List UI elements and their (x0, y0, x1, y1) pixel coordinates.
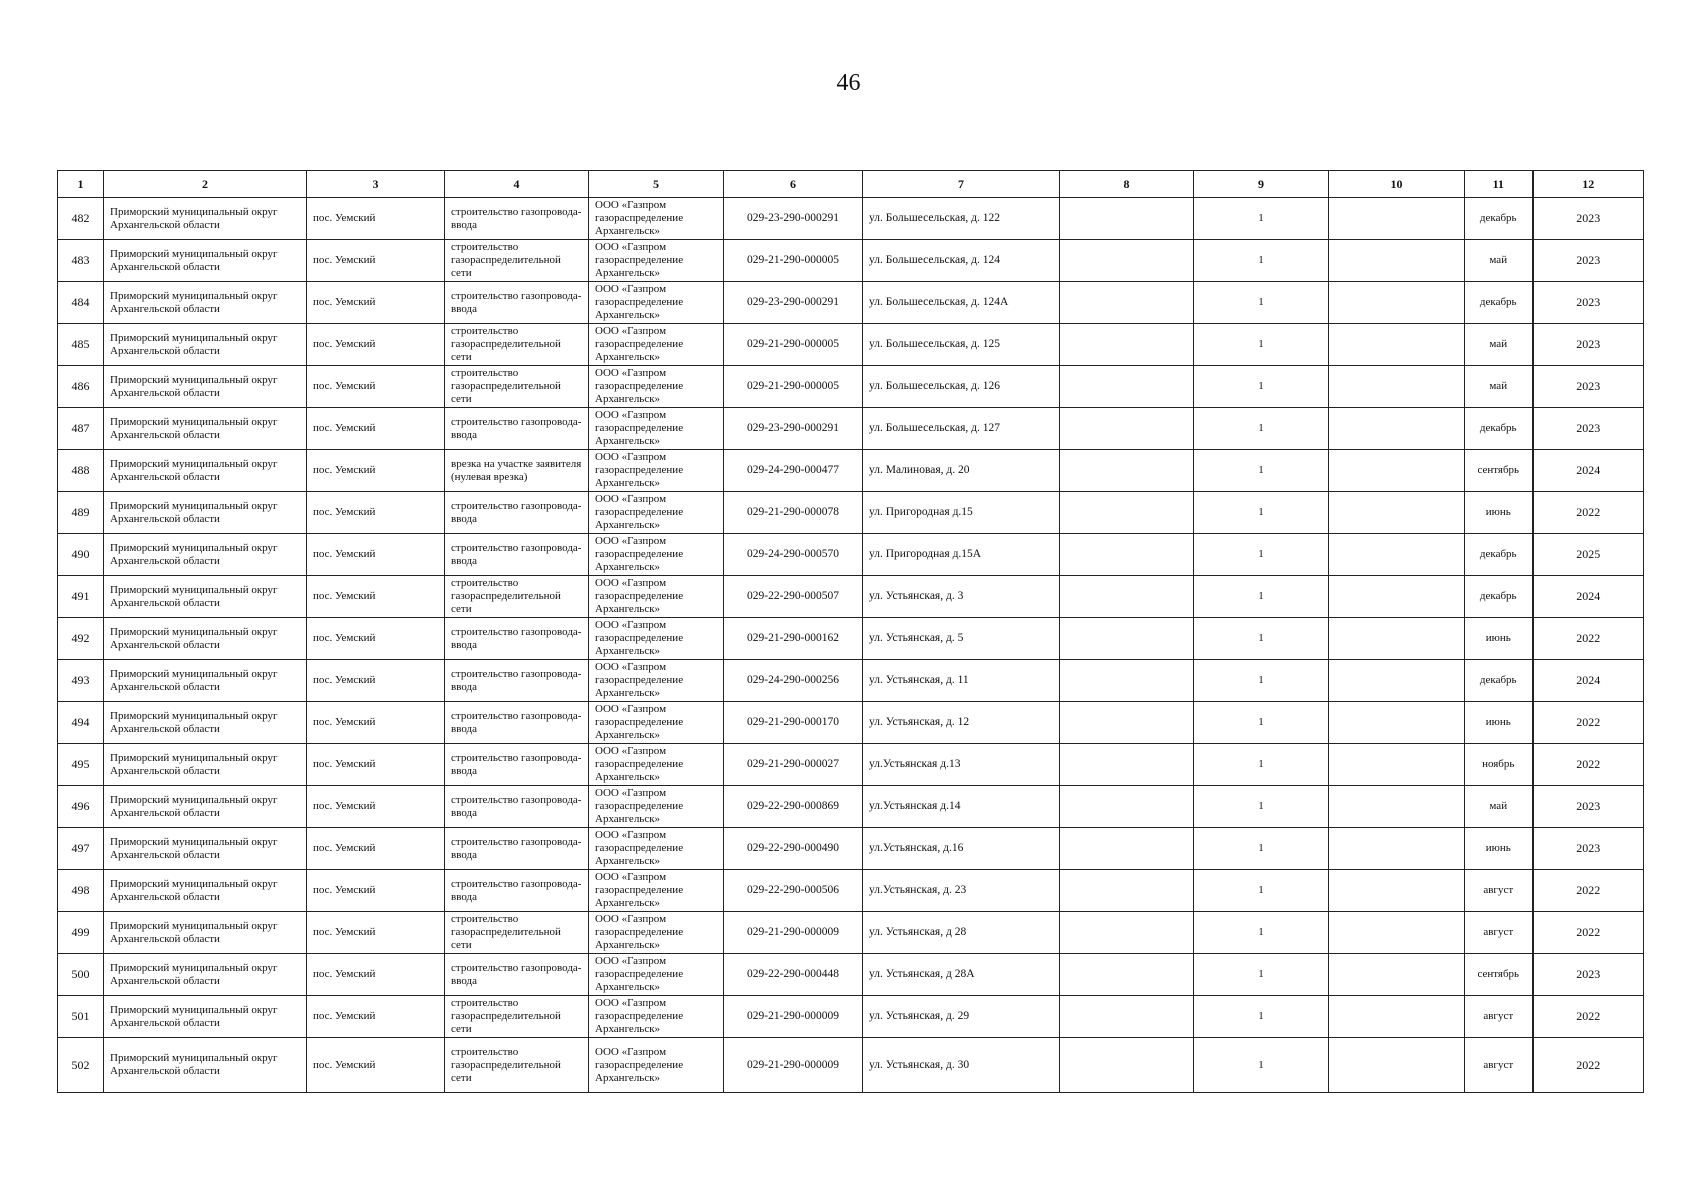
year-cell: 2023 (1533, 324, 1644, 366)
quantity-cell: 1 (1194, 660, 1329, 702)
application-code-cell: 029-21-290-000170 (724, 702, 863, 744)
year-cell: 2023 (1533, 282, 1644, 324)
work-type-cell: строительство газопровода-ввода (445, 408, 589, 450)
year-cell: 2023 (1533, 366, 1644, 408)
organization-cell: ООО «Газпром газораспределение Архангельск» (589, 492, 724, 534)
row-number: 490 (58, 534, 104, 576)
table-row (58, 1038, 1644, 1093)
district-cell: Приморский муниципальный округ Архангельской области (104, 366, 307, 408)
empty-cell-8 (1060, 324, 1194, 366)
quantity-cell: 1 (1194, 828, 1329, 870)
month-cell: ноябрь (1465, 744, 1533, 786)
year-cell: 2025 (1533, 534, 1644, 576)
address-cell: ул.Устьянская д.13 (863, 744, 1060, 786)
work-type-cell: строительство газораспределительной сети (445, 576, 589, 618)
year-cell: 2022 (1533, 870, 1644, 912)
settlement-cell: пос. Уемский (307, 660, 445, 702)
application-code-cell: 029-22-290-000869 (724, 786, 863, 828)
year-cell: 2023 (1533, 828, 1644, 870)
settlement-cell: пос. Уемский (307, 618, 445, 660)
work-type-cell: строительство газопровода-ввода (445, 282, 589, 324)
application-code-cell: 029-23-290-000291 (724, 282, 863, 324)
district-cell: Приморский муниципальный округ Архангельской области (104, 618, 307, 660)
header-row (58, 171, 1644, 198)
table-row (58, 534, 1644, 576)
application-code-cell: 029-23-290-000291 (724, 198, 863, 240)
empty-cell-8 (1060, 660, 1194, 702)
work-type-cell: строительство газопровода-ввода (445, 534, 589, 576)
quantity-cell: 1 (1194, 240, 1329, 282)
address-cell: ул. Большесельская, д. 126 (863, 366, 1060, 408)
application-code-cell: 029-21-290-000162 (724, 618, 863, 660)
organization-cell: ООО «Газпром газораспределение Архангельск» (589, 198, 724, 240)
empty-cell-10 (1329, 450, 1465, 492)
work-type-cell: строительство газораспределительной сети (445, 366, 589, 408)
row-number: 496 (58, 786, 104, 828)
application-code-cell: 029-23-290-000291 (724, 408, 863, 450)
district-cell: Приморский муниципальный округ Архангельской области (104, 786, 307, 828)
col-header-10: 10 (1329, 171, 1465, 198)
row-number: 499 (58, 912, 104, 954)
address-cell: ул. Малиновая, д. 20 (863, 450, 1060, 492)
organization-cell: ООО «Газпром газораспределение Архангельск» (589, 576, 724, 618)
month-cell: июнь (1465, 702, 1533, 744)
month-cell: июнь (1465, 828, 1533, 870)
district-cell: Приморский муниципальный округ Архангельской области (104, 324, 307, 366)
quantity-cell: 1 (1194, 534, 1329, 576)
application-code-cell: 029-21-290-000009 (724, 1038, 863, 1093)
table-row (58, 954, 1644, 996)
table-row (58, 744, 1644, 786)
table-row (58, 408, 1644, 450)
settlement-cell: пос. Уемский (307, 996, 445, 1038)
table-row (58, 492, 1644, 534)
empty-cell-8 (1060, 1038, 1194, 1093)
settlement-cell: пос. Уемский (307, 702, 445, 744)
table-row (58, 786, 1644, 828)
work-type-cell: строительство газораспределительной сети (445, 1038, 589, 1093)
organization-cell: ООО «Газпром газораспределение Архангельск» (589, 912, 724, 954)
empty-cell-10 (1329, 1038, 1465, 1093)
organization-cell: ООО «Газпром газораспределение Архангельск» (589, 282, 724, 324)
col-header-7: 7 (863, 171, 1060, 198)
year-cell: 2024 (1533, 660, 1644, 702)
quantity-cell: 1 (1194, 492, 1329, 534)
organization-cell: ООО «Газпром газораспределение Архангельск» (589, 366, 724, 408)
month-cell: май (1465, 240, 1533, 282)
work-type-cell: строительство газораспределительной сети (445, 240, 589, 282)
settlement-cell: пос. Уемский (307, 744, 445, 786)
work-type-cell: строительство газопровода-ввода (445, 618, 589, 660)
empty-cell-8 (1060, 618, 1194, 660)
application-code-cell: 029-21-290-000078 (724, 492, 863, 534)
empty-cell-10 (1329, 786, 1465, 828)
month-cell: декабрь (1465, 198, 1533, 240)
year-cell: 2024 (1533, 576, 1644, 618)
application-code-cell: 029-22-290-000448 (724, 954, 863, 996)
empty-cell-8 (1060, 954, 1194, 996)
empty-cell-8 (1060, 996, 1194, 1038)
organization-cell: ООО «Газпром газораспределение Архангельск» (589, 786, 724, 828)
organization-cell: ООО «Газпром газораспределение Архангельск» (589, 828, 724, 870)
empty-cell-10 (1329, 576, 1465, 618)
organization-cell: ООО «Газпром газораспределение Архангельск» (589, 660, 724, 702)
work-type-cell: строительство газопровода-ввода (445, 492, 589, 534)
application-code-cell: 029-21-290-000005 (724, 366, 863, 408)
address-cell: ул. Устьянская, д. 12 (863, 702, 1060, 744)
row-number: 492 (58, 618, 104, 660)
table-row (58, 828, 1644, 870)
district-cell: Приморский муниципальный округ Архангельской области (104, 282, 307, 324)
work-type-cell: строительство газопровода-ввода (445, 198, 589, 240)
table-row (58, 576, 1644, 618)
month-cell: декабрь (1465, 282, 1533, 324)
settlement-cell: пос. Уемский (307, 408, 445, 450)
empty-cell-10 (1329, 324, 1465, 366)
application-code-cell: 029-24-290-000570 (724, 534, 863, 576)
address-cell: ул. Пригородная д.15А (863, 534, 1060, 576)
settlement-cell: пос. Уемский (307, 912, 445, 954)
address-cell: ул. Большесельская, д. 127 (863, 408, 1060, 450)
empty-cell-8 (1060, 702, 1194, 744)
year-cell: 2023 (1533, 240, 1644, 282)
table-row (58, 702, 1644, 744)
quantity-cell: 1 (1194, 450, 1329, 492)
application-code-cell: 029-24-290-000256 (724, 660, 863, 702)
year-cell: 2022 (1533, 492, 1644, 534)
row-number: 486 (58, 366, 104, 408)
year-cell: 2023 (1533, 408, 1644, 450)
empty-cell-8 (1060, 366, 1194, 408)
address-cell: ул. Устьянская, д 28А (863, 954, 1060, 996)
address-cell: ул. Большесельская, д. 125 (863, 324, 1060, 366)
table-row (58, 912, 1644, 954)
settlement-cell: пос. Уемский (307, 198, 445, 240)
organization-cell: ООО «Газпром газораспределение Архангельск» (589, 744, 724, 786)
district-cell: Приморский муниципальный округ Архангельской области (104, 954, 307, 996)
page-number: 46 (836, 70, 861, 96)
empty-cell-10 (1329, 870, 1465, 912)
address-cell: ул. Большесельская, д. 124А (863, 282, 1060, 324)
work-type-cell: строительство газопровода-ввода (445, 702, 589, 744)
month-cell: август (1465, 870, 1533, 912)
year-cell: 2022 (1533, 996, 1644, 1038)
month-cell: август (1465, 912, 1533, 954)
settlement-cell: пос. Уемский (307, 786, 445, 828)
row-number: 491 (58, 576, 104, 618)
month-cell: май (1465, 324, 1533, 366)
empty-cell-8 (1060, 198, 1194, 240)
empty-cell-10 (1329, 366, 1465, 408)
row-number: 483 (58, 240, 104, 282)
settlement-cell: пос. Уемский (307, 576, 445, 618)
year-cell: 2023 (1533, 954, 1644, 996)
application-code-cell: 029-21-290-000005 (724, 240, 863, 282)
row-number: 498 (58, 870, 104, 912)
settlement-cell: пос. Уемский (307, 282, 445, 324)
application-code-cell: 029-22-290-000506 (724, 870, 863, 912)
table-row (58, 618, 1644, 660)
empty-cell-10 (1329, 996, 1465, 1038)
work-type-cell: строительство газораспределительной сети (445, 912, 589, 954)
empty-cell-8 (1060, 576, 1194, 618)
application-code-cell: 029-21-290-000009 (724, 912, 863, 954)
quantity-cell: 1 (1194, 912, 1329, 954)
empty-cell-10 (1329, 660, 1465, 702)
address-cell: ул. Устьянская, д. 3 (863, 576, 1060, 618)
quantity-cell: 1 (1194, 1038, 1329, 1093)
row-number: 494 (58, 702, 104, 744)
month-cell: май (1465, 366, 1533, 408)
row-number: 485 (58, 324, 104, 366)
empty-cell-10 (1329, 744, 1465, 786)
application-code-cell: 029-21-290-000005 (724, 324, 863, 366)
row-number: 489 (58, 492, 104, 534)
organization-cell: ООО «Газпром газораспределение Архангельск» (589, 408, 724, 450)
district-cell: Приморский муниципальный округ Архангельской области (104, 996, 307, 1038)
empty-cell-10 (1329, 492, 1465, 534)
organization-cell: ООО «Газпром газораспределение Архангельск» (589, 702, 724, 744)
quantity-cell: 1 (1194, 786, 1329, 828)
table-row (58, 324, 1644, 366)
row-number: 487 (58, 408, 104, 450)
address-cell: ул. Большесельская, д. 122 (863, 198, 1060, 240)
table-row (58, 450, 1644, 492)
application-code-cell: 029-22-290-000507 (724, 576, 863, 618)
organization-cell: ООО «Газпром газораспределение Архангельск» (589, 954, 724, 996)
district-cell: Приморский муниципальный округ Архангельской области (104, 912, 307, 954)
district-cell: Приморский муниципальный округ Архангельской области (104, 660, 307, 702)
quantity-cell: 1 (1194, 870, 1329, 912)
application-code-cell: 029-22-290-000490 (724, 828, 863, 870)
col-header-4: 4 (445, 171, 589, 198)
work-type-cell: строительство газопровода-ввода (445, 744, 589, 786)
row-number: 500 (58, 954, 104, 996)
empty-cell-8 (1060, 450, 1194, 492)
year-cell: 2022 (1533, 744, 1644, 786)
district-cell: Приморский муниципальный округ Архангельской области (104, 702, 307, 744)
address-cell: ул. Устьянская, д. 5 (863, 618, 1060, 660)
work-type-cell: строительство газопровода-ввода (445, 786, 589, 828)
quantity-cell: 1 (1194, 408, 1329, 450)
quantity-cell: 1 (1194, 324, 1329, 366)
table-row (58, 366, 1644, 408)
empty-cell-8 (1060, 534, 1194, 576)
row-number: 484 (58, 282, 104, 324)
quantity-cell: 1 (1194, 954, 1329, 996)
row-number: 495 (58, 744, 104, 786)
empty-cell-10 (1329, 828, 1465, 870)
table-row (58, 660, 1644, 702)
settlement-cell: пос. Уемский (307, 954, 445, 996)
quantity-cell: 1 (1194, 198, 1329, 240)
year-cell: 2024 (1533, 450, 1644, 492)
empty-cell-8 (1060, 786, 1194, 828)
settlement-cell: пос. Уемский (307, 1038, 445, 1093)
year-cell: 2023 (1533, 198, 1644, 240)
empty-cell-10 (1329, 198, 1465, 240)
col-header-2: 2 (104, 171, 307, 198)
month-cell: декабрь (1465, 534, 1533, 576)
application-code-cell: 029-24-290-000477 (724, 450, 863, 492)
empty-cell-8 (1060, 744, 1194, 786)
empty-cell-10 (1329, 534, 1465, 576)
month-cell: декабрь (1465, 408, 1533, 450)
district-cell: Приморский муниципальный округ Архангельской области (104, 450, 307, 492)
row-number: 502 (58, 1038, 104, 1093)
month-cell: июнь (1465, 492, 1533, 534)
empty-cell-8 (1060, 912, 1194, 954)
year-cell: 2022 (1533, 702, 1644, 744)
year-cell: 2022 (1533, 1038, 1644, 1093)
settlement-cell: пос. Уемский (307, 240, 445, 282)
district-cell: Приморский муниципальный округ Архангельской области (104, 492, 307, 534)
table-row (58, 240, 1644, 282)
empty-cell-8 (1060, 870, 1194, 912)
application-code-cell: 029-21-290-000027 (724, 744, 863, 786)
application-code-cell: 029-21-290-000009 (724, 996, 863, 1038)
quantity-cell: 1 (1194, 996, 1329, 1038)
col-header-6: 6 (724, 171, 863, 198)
address-cell: ул. Устьянская, д. 30 (863, 1038, 1060, 1093)
table-row (58, 198, 1644, 240)
address-cell: ул. Пригородная д.15 (863, 492, 1060, 534)
col-header-8: 8 (1060, 171, 1194, 198)
col-header-12: 12 (1533, 171, 1644, 198)
row-number: 493 (58, 660, 104, 702)
settlement-cell: пос. Уемский (307, 366, 445, 408)
address-cell: ул.Устьянская д.14 (863, 786, 1060, 828)
table-body (58, 198, 1644, 1093)
row-number: 501 (58, 996, 104, 1038)
col-header-5: 5 (589, 171, 724, 198)
empty-cell-8 (1060, 282, 1194, 324)
month-cell: сентябрь (1465, 954, 1533, 996)
empty-cell-10 (1329, 240, 1465, 282)
organization-cell: ООО «Газпром газораспределение Архангельск» (589, 996, 724, 1038)
settlement-cell: пос. Уемский (307, 324, 445, 366)
settlement-cell: пос. Уемский (307, 534, 445, 576)
address-cell: ул. Устьянская, д 28 (863, 912, 1060, 954)
empty-cell-8 (1060, 492, 1194, 534)
quantity-cell: 1 (1194, 282, 1329, 324)
empty-cell-10 (1329, 618, 1465, 660)
gasification-table (57, 170, 1644, 1093)
settlement-cell: пос. Уемский (307, 450, 445, 492)
quantity-cell: 1 (1194, 702, 1329, 744)
work-type-cell: строительство газораспределительной сети (445, 324, 589, 366)
work-type-cell: строительство газопровода-ввода (445, 870, 589, 912)
work-type-cell: строительство газораспределительной сети (445, 996, 589, 1038)
month-cell: август (1465, 996, 1533, 1038)
empty-cell-8 (1060, 240, 1194, 282)
col-header-1: 1 (58, 171, 104, 198)
organization-cell: ООО «Газпром газораспределение Архангельск» (589, 870, 724, 912)
district-cell: Приморский муниципальный округ Архангельской области (104, 576, 307, 618)
address-cell: ул.Устьянская, д.16 (863, 828, 1060, 870)
organization-cell: ООО «Газпром газораспределение Архангельск» (589, 1038, 724, 1093)
work-type-cell: строительство газопровода-ввода (445, 954, 589, 996)
month-cell: май (1465, 786, 1533, 828)
work-type-cell: строительство газопровода-ввода (445, 828, 589, 870)
month-cell: июнь (1465, 618, 1533, 660)
address-cell: ул.Устьянская, д. 23 (863, 870, 1060, 912)
empty-cell-10 (1329, 954, 1465, 996)
quantity-cell: 1 (1194, 744, 1329, 786)
empty-cell-10 (1329, 282, 1465, 324)
organization-cell: ООО «Газпром газораспределение Архангельск» (589, 240, 724, 282)
empty-cell-10 (1329, 912, 1465, 954)
quantity-cell: 1 (1194, 366, 1329, 408)
month-cell: декабрь (1465, 660, 1533, 702)
organization-cell: ООО «Газпром газораспределение Архангельск» (589, 618, 724, 660)
col-header-9: 9 (1194, 171, 1329, 198)
quantity-cell: 1 (1194, 576, 1329, 618)
district-cell: Приморский муниципальный округ Архангельской области (104, 408, 307, 450)
table-row (58, 996, 1644, 1038)
row-number: 482 (58, 198, 104, 240)
col-header-11: 11 (1465, 171, 1533, 198)
month-cell: август (1465, 1038, 1533, 1093)
address-cell: ул. Большесельская, д. 124 (863, 240, 1060, 282)
table-row (58, 282, 1644, 324)
district-cell: Приморский муниципальный округ Архангельской области (104, 828, 307, 870)
settlement-cell: пос. Уемский (307, 492, 445, 534)
address-cell: ул. Устьянская, д. 11 (863, 660, 1060, 702)
district-cell: Приморский муниципальный округ Архангельской области (104, 1038, 307, 1093)
district-cell: Приморский муниципальный округ Архангельской области (104, 240, 307, 282)
year-cell: 2022 (1533, 618, 1644, 660)
empty-cell-8 (1060, 828, 1194, 870)
row-number: 497 (58, 828, 104, 870)
year-cell: 2022 (1533, 912, 1644, 954)
address-cell: ул. Устьянская, д. 29 (863, 996, 1060, 1038)
month-cell: декабрь (1465, 576, 1533, 618)
empty-cell-8 (1060, 408, 1194, 450)
table-row (58, 870, 1644, 912)
district-cell: Приморский муниципальный округ Архангельской области (104, 534, 307, 576)
work-type-cell: строительство газопровода-ввода (445, 660, 589, 702)
col-header-3: 3 (307, 171, 445, 198)
work-type-cell: врезка на участке заявителя (нулевая врезка) (445, 450, 589, 492)
district-cell: Приморский муниципальный округ Архангельской области (104, 870, 307, 912)
empty-cell-10 (1329, 408, 1465, 450)
quantity-cell: 1 (1194, 618, 1329, 660)
organization-cell: ООО «Газпром газораспределение Архангельск» (589, 450, 724, 492)
month-cell: сентябрь (1465, 450, 1533, 492)
organization-cell: ООО «Газпром газораспределение Архангельск» (589, 324, 724, 366)
empty-cell-10 (1329, 702, 1465, 744)
organization-cell: ООО «Газпром газораспределение Архангельск» (589, 534, 724, 576)
district-cell: Приморский муниципальный округ Архангельской области (104, 744, 307, 786)
settlement-cell: пос. Уемский (307, 828, 445, 870)
year-cell: 2023 (1533, 786, 1644, 828)
row-number: 488 (58, 450, 104, 492)
district-cell: Приморский муниципальный округ Архангельской области (104, 198, 307, 240)
settlement-cell: пос. Уемский (307, 870, 445, 912)
